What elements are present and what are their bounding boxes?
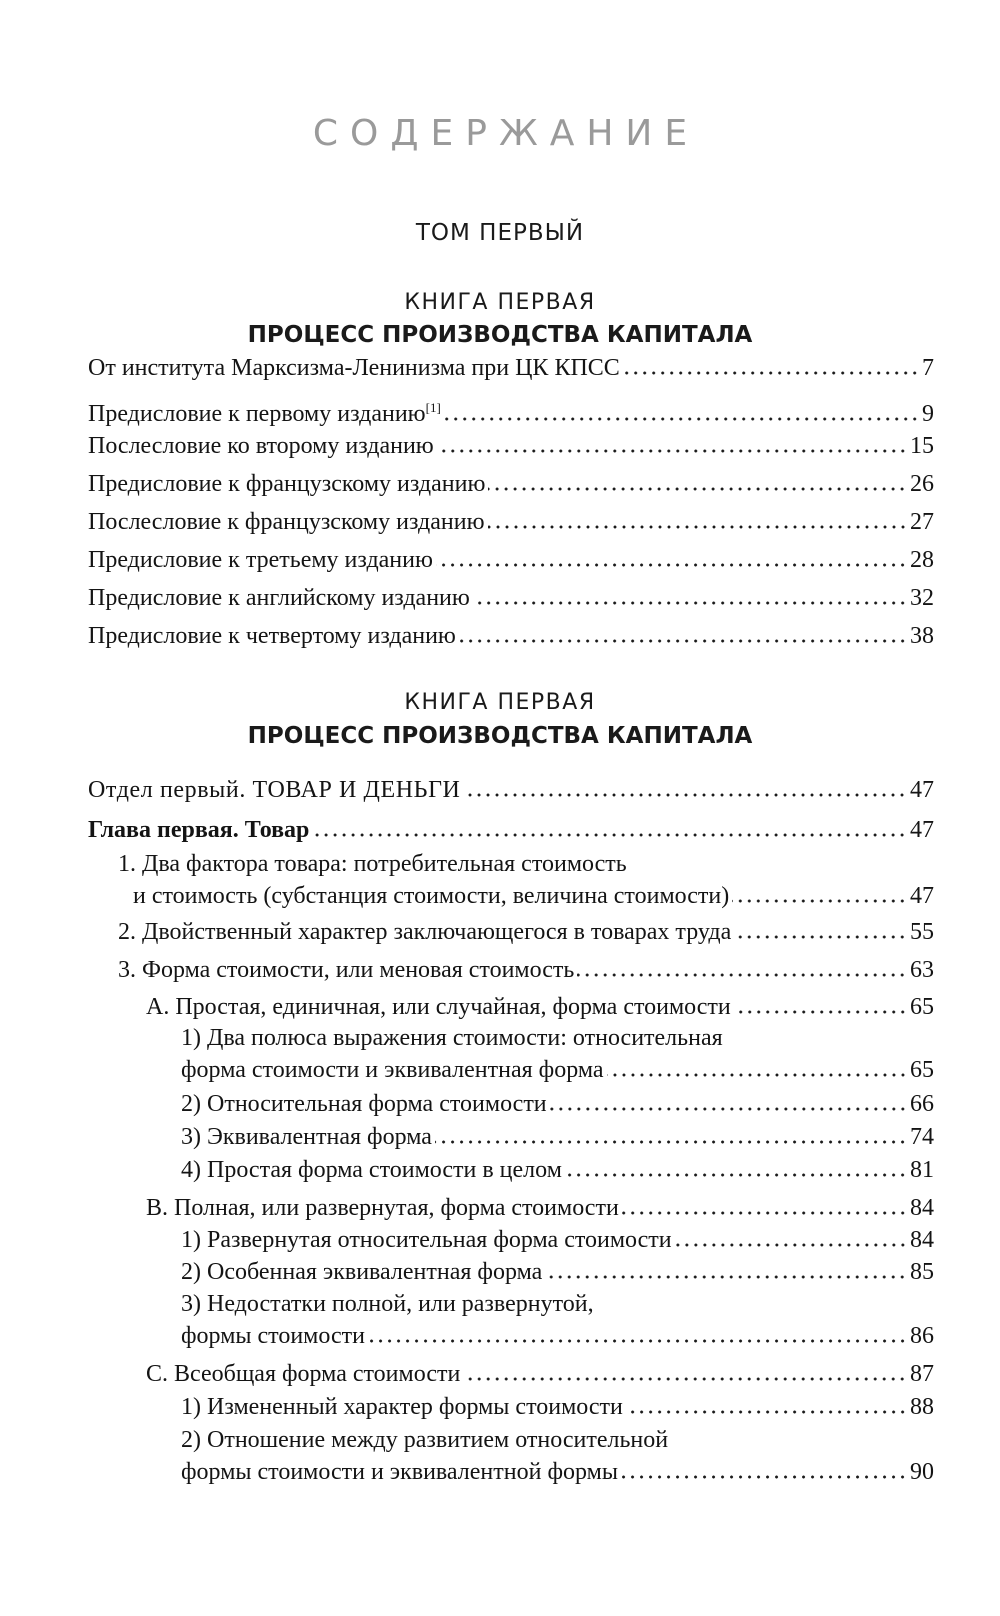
toc-entry-page: 32 — [910, 585, 934, 611]
toc-entry-title: 2) Особенная эквивалентная форма — [181, 1259, 543, 1285]
toc-entry-page: 55 — [910, 919, 934, 945]
toc-entry[interactable] — [181, 1154, 934, 1186]
toc-entry-title: формы стоимости — [181, 1323, 365, 1349]
footnote-marker: [1] — [425, 400, 441, 415]
dot-leader — [732, 899, 907, 903]
toc-entry[interactable] — [181, 1022, 934, 1086]
toc-entry-page: 87 — [910, 1361, 934, 1387]
toc-entry-title: Отдел первый. ТОВАР И ДЕНЬГИ — [88, 777, 461, 803]
toc-entry-title: B. Полная, или развернутая, форма стоимости — [146, 1195, 619, 1221]
toc-entry-page: 85 — [910, 1259, 934, 1285]
toc-entry-title: и стоимость (субстанция стоимости, величина стоимости) — [133, 883, 730, 909]
dot-leader — [607, 1073, 907, 1077]
toc-entry[interactable] — [88, 352, 934, 384]
toc-entry-page: 88 — [910, 1394, 934, 1420]
dot-leader — [368, 1339, 907, 1343]
toc-entry-title: Предисловие к третьему изданию — [88, 547, 433, 573]
toc-entry-page: 84 — [910, 1227, 934, 1253]
toc-entry-title: Послесловие к французскому изданию — [88, 509, 485, 535]
toc-entry-title: 4) Простая форма стоимости в целом — [181, 1157, 562, 1183]
book-label: КНИГА ПЕРВАЯ — [404, 690, 596, 715]
toc-entry-page: 86 — [910, 1323, 934, 1349]
toc-entry-title: От института Марксизма-Ленинизма при ЦК КПСС — [88, 355, 620, 381]
toc-entry[interactable] — [181, 1288, 934, 1352]
toc-entry[interactable] — [181, 1224, 934, 1256]
dot-leader — [623, 371, 919, 375]
dot-leader — [675, 1243, 907, 1247]
dot-leader — [550, 1107, 907, 1111]
dot-leader — [463, 1377, 907, 1381]
toc-entry[interactable] — [181, 1391, 934, 1423]
dot-leader — [444, 417, 919, 421]
toc-entry-page: 63 — [910, 957, 934, 983]
dot-leader — [436, 563, 907, 567]
dot-leader — [734, 1010, 907, 1014]
toc-entry[interactable] — [181, 1424, 934, 1488]
toc-entry-title: формы стоимости и эквивалентной формы — [181, 1459, 618, 1485]
toc-entry-title: 1) Измененный характер формы стоимости — [181, 1394, 623, 1420]
toc-entry[interactable] — [118, 848, 934, 912]
contents-title: СОДЕРЖАНИЕ — [312, 113, 700, 154]
toc-entry-page: 65 — [910, 994, 934, 1020]
volume-heading: ТОМ ПЕРВЫЙ — [415, 220, 585, 246]
toc-entry-title: Предисловие к английскому изданию — [88, 585, 470, 611]
dot-leader — [488, 487, 907, 491]
toc-entry[interactable] — [88, 430, 934, 462]
toc-entry-chapter[interactable] — [88, 814, 934, 846]
toc-entry-page: 47 — [910, 777, 934, 803]
dot-leader — [463, 793, 907, 797]
toc-entry-title — [88, 392, 441, 430]
toc-entry[interactable] — [88, 582, 934, 614]
toc-entry[interactable] — [88, 392, 934, 430]
toc-entry[interactable] — [181, 1121, 934, 1153]
dot-leader — [626, 1410, 907, 1414]
toc-entry-page: 84 — [910, 1195, 934, 1221]
dot-leader — [734, 935, 907, 939]
toc-entry-title: 1) Развернутая относительная форма стоимости — [181, 1227, 672, 1253]
toc-entry-page: 90 — [910, 1459, 934, 1485]
toc-entry[interactable] — [181, 1256, 934, 1288]
dot-leader — [577, 973, 907, 977]
toc-entry-title: Послесловие ко второму изданию — [88, 433, 434, 459]
toc-entry-page: 81 — [910, 1157, 934, 1183]
dot-leader — [565, 1173, 907, 1177]
toc-entry[interactable] — [88, 506, 934, 538]
toc-entry[interactable] — [181, 1088, 934, 1120]
book-label: КНИГА ПЕРВАЯ — [404, 290, 596, 315]
toc-entry-page: 38 — [910, 623, 934, 649]
toc-entry-page: 26 — [910, 471, 934, 497]
toc-entry-page: 47 — [910, 817, 934, 843]
toc-entry[interactable] — [118, 954, 934, 986]
dot-leader — [545, 1275, 907, 1279]
toc-entry-page: 28 — [910, 547, 934, 573]
toc-entry-title-line1: 3) Недостатки полной, или развернутой, — [181, 1291, 594, 1317]
toc-entry-page: 9 — [922, 401, 934, 427]
toc-entry-text: Предисловие к первому изданию — [88, 401, 426, 427]
book-title: ПРОЦЕСС ПРОИЗВОДСТВА КАПИТАЛА — [247, 322, 753, 348]
toc-entry-title-line1: 1. Два фактора товара: потребительная стоимость — [118, 851, 627, 877]
toc-entry[interactable] — [146, 991, 934, 1023]
toc-entry-page: 15 — [910, 433, 934, 459]
toc-entry-title: А. Простая, единичная, или случайная, форма стоимости — [146, 994, 731, 1020]
toc-entry[interactable] — [146, 1192, 934, 1224]
dot-leader — [622, 1211, 907, 1215]
toc-entry-title: 2. Двойственный характер заключающегося в товарах труда — [118, 919, 732, 945]
dot-leader — [488, 525, 908, 529]
dot-leader — [621, 1475, 907, 1479]
toc-entry-title-line1: 2) Отношение между развитием относительной — [181, 1427, 669, 1453]
toc-entry-title-line1: 1) Два полюса выражения стоимости: относительная — [181, 1025, 723, 1051]
toc-entry[interactable] — [88, 468, 934, 500]
toc-entry[interactable] — [88, 620, 934, 652]
toc-entry-title: 2) Относительная форма стоимости — [181, 1091, 547, 1117]
dot-leader — [473, 601, 907, 605]
toc-entry-title: Глава первая. Товар — [88, 817, 310, 843]
toc-entry-title: С. Всеобщая форма стоимости — [146, 1361, 461, 1387]
toc-entry-page: 27 — [910, 509, 934, 535]
dot-leader — [437, 449, 907, 453]
book-title: ПРОЦЕСС ПРОИЗВОДСТВА КАПИТАЛА — [247, 723, 753, 749]
toc-entry[interactable] — [88, 544, 934, 576]
dot-leader — [459, 639, 907, 643]
toc-entry-page: 7 — [922, 355, 934, 381]
toc-entry-title: 3. Форма стоимости, или меновая стоимость — [118, 957, 575, 983]
toc-entry[interactable] — [118, 916, 934, 948]
toc-entry-section[interactable] — [88, 774, 934, 806]
toc-entry-page: 66 — [910, 1091, 934, 1117]
toc-entry-title: 3) Эквивалентная форма — [181, 1124, 432, 1150]
toc-entry-page: 65 — [910, 1057, 934, 1083]
toc-entry-title: Предисловие к французскому изданию — [88, 471, 486, 497]
toc-entry-page: 47 — [910, 883, 934, 909]
toc-entry[interactable] — [146, 1358, 934, 1390]
dot-leader — [312, 833, 907, 837]
toc-entry-title: Предисловие к четвертому изданию — [88, 623, 456, 649]
dot-leader — [435, 1140, 907, 1144]
toc-entry-page: 74 — [910, 1124, 934, 1150]
toc-entry-title: форма стоимости и эквивалентная форма — [181, 1057, 604, 1083]
